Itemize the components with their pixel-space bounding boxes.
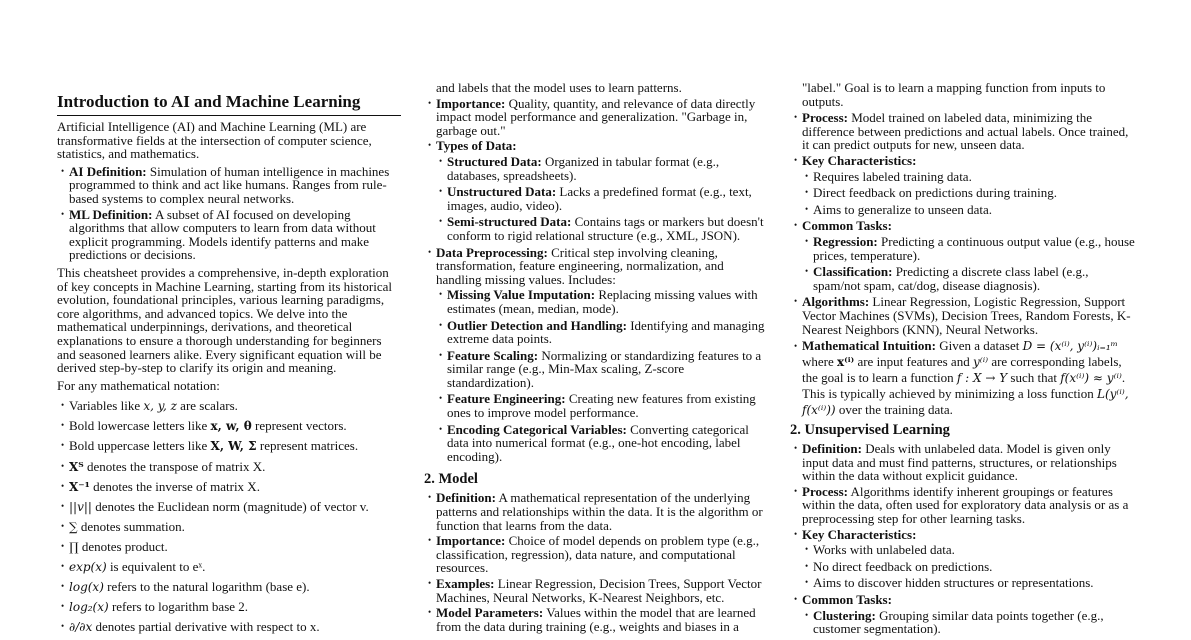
list-item: • Key Characteristics: • Requires labeled training data. • Direct feedback on predictions during training. • Aims to generalize to unseen data. (790, 154, 1136, 216)
list-item: • Definition: A mathematical representation of the underlying patterns and relationships within the data. It is the algorithm or function that learns from the data. (424, 491, 770, 532)
data-types-list (436, 155, 770, 243)
list-item: • Importance: Choice of model depends on problem type (e.g., classification, regression), data nature, and computational resources. (424, 534, 770, 575)
list-item: • Semi-structured Data: Contains tags or markers but doesn't conform to rigid relational structure (e.g., XML, JSON). (436, 215, 770, 242)
list-item: • Xᵀ denotes the transpose of matrix X. (57, 460, 401, 475)
supervised-list (790, 111, 1136, 418)
list-item: • Outlier Detection and Handling: Identifying and managing extreme data points. (436, 319, 770, 346)
notation-intro: For any mathematical notation: (57, 377, 220, 393)
list-item: • log(x) refers to the natural logarithm (base e). (57, 580, 401, 595)
list-item: • Classification: Predicting a discrete class label (e.g., spam/not spam, cat/dog, disease diagnosis). (802, 265, 1136, 292)
list-item: • Importance: Quality, quantity, and relevance of data directly impact model performance and generalization. "Garbage in, garbage out." (424, 97, 770, 138)
key-characteristics-list (802, 170, 1136, 217)
list-item: • Examples: Linear Regression, Decision Trees, Support Vector Machines, Neural Networks, K-Nearest Neighbors, etc. (424, 577, 770, 604)
data-list (424, 97, 770, 464)
list-item: • Requires labeled training data. (802, 170, 1136, 184)
list-item: • Feature Scaling: Normalizing or standardizing features to a similar range (e.g., Min-Max scaling, Z-score standardization). (436, 349, 770, 390)
list-item: • Bold uppercase letters like X, W, Σ represent matrices. (57, 439, 401, 454)
overview-paragraph: This cheatsheet provides a comprehensive, in-depth exploration of key concepts in Machine Learning, starting from its historical evolution, foundational principles, various learning paradigms, core algorithms, and advanced topics. We delve into the mathematical underpinnings, derivations, and theoretical explanations to ensure a thorough understanding for beginners and seasoned learners alike. Every significant equation will be derived step-by-step to clarify its origin and meaning. (57, 264, 393, 376)
column-2 (424, 81, 770, 637)
list-item: • Model Parameters: Values within the model that are learned from the data during training (e.g., weights and biases in a (424, 606, 770, 633)
list-item: • AI Definition: Simulation of human intelligence in machines programmed to think and act like humans. Ranges from rule-based systems to complex neural networks. (57, 165, 401, 206)
list-item: • Aims to generalize to unseen data. (802, 203, 1136, 217)
continued-text: and labels that the model uses to learn patterns. (436, 80, 682, 95)
list-item: • Mathematical Intuition: Given a dataset D = (x⁽ⁱ⁾, y⁽ⁱ⁾)ᵢ₌₁ᵐ where x⁽ⁱ⁾ are input features and y⁽ⁱ⁾ are corresponding labels, the goal is to learn a function f : X → Y such that f(x⁽ⁱ⁾) ≈ y⁽ⁱ⁾. This is typically achieved by minimizing a loss function L(y⁽ⁱ⁾, f(x⁽ⁱ⁾)) over the training data. (790, 338, 1136, 418)
list-item: • ∑ denotes summation. (57, 520, 401, 535)
list-item: • No direct feedback on predictions. (802, 560, 1136, 574)
list-item: • Clustering: Grouping similar data points together (e.g., customer segmentation). (802, 609, 1136, 636)
list-item: • Aims to discover hidden structures or representations. (802, 576, 1136, 590)
list-item: • X⁻¹ denotes the inverse of matrix X. (57, 480, 401, 495)
list-item: • Process: Algorithms identify inherent groupings or features within the data, often used for exploratory data analysis or as a preprocessing step for other learning tasks. (790, 485, 1136, 526)
list-item: • ∏ denotes product. (57, 540, 401, 555)
list-item: • ML Definition: A subset of AI focused on developing algorithms that allow computers to learn from data without explicit programming. Models identify patterns and make predictions or decisions. (57, 208, 401, 262)
continued-text: "label." Goal is to learn a mapping function from inputs to outputs. (802, 80, 1106, 109)
list-item: • Bold lowercase letters like x, w, θ represent vectors. (57, 419, 401, 434)
unsup-common-tasks-list (802, 609, 1136, 636)
list-item: • ∂/∂x denotes partial derivative with respect to x. (57, 620, 401, 635)
column-1 (57, 93, 401, 640)
column-3 (790, 81, 1136, 640)
unsup-key-characteristics-list (802, 543, 1136, 590)
unsupervised-list (790, 442, 1136, 636)
list-item: • Regression: Predicting a continuous output value (e.g., house prices, temperature). (802, 235, 1136, 262)
intro-paragraph: Artificial Intelligence (AI) and Machine Learning (ML) are transformative fields at the intersection of computer science, statistics, and mathematics. (57, 119, 372, 162)
common-tasks-list (802, 235, 1136, 292)
list-item: • Missing Value Imputation: Replacing missing values with estimates (mean, median, mode). (436, 288, 770, 315)
list-item: • Structured Data: Organized in tabular format (e.g., databases, spreadsheets). (436, 155, 770, 182)
list-item: • Process: Model trained on labeled data, minimizing the difference between predictions and actual labels. Once trained, it can predict outputs for new, unseen data. (790, 111, 1136, 152)
list-item: • exp(x) is equivalent to eˣ. (57, 560, 401, 575)
list-item: • Key Characteristics: • Works with unlabeled data. • No direct feedback on predictions. • Aims to discover hidden structures or representations. (790, 528, 1136, 590)
list-item: • Common Tasks: • Clustering: Grouping similar data points together (e.g., customer segmentation). (790, 593, 1136, 636)
list-item: • Algorithms: Linear Regression, Logistic Regression, Support Vector Machines (SVMs), Decision Trees, Random Forests, K-Nearest Neighbors (KNN), Neural Networks. (790, 295, 1136, 336)
list-item: • Direct feedback on predictions during training. (802, 186, 1136, 200)
list-item: • Encoding Categorical Variables: Converting categorical data into numerical format (e.g., one-hot encoding, label encoding). (436, 423, 770, 464)
definitions-list (57, 165, 401, 262)
list-item: • Types of Data: • Structured Data: Organized in tabular format (e.g., databases, spreadsheets). • Unstructured Data: Lacks a predefined format (e.g., text, images, audio, video). • Semi-structured Data: Contains tags or markers but doesn't conform to rigid relational structure (e.g., XML, JSON). (424, 139, 770, 242)
list-item: • Data Preprocessing: Critical step involving cleaning, transformation, feature engineering, normalization, and handling missing values. Includes: • Missing Value Imputation: Replacing missing values with estimates (mean, median, mode). • Outlier Detection and Handling: Identifying and managing extreme data points. • Feature Scaling: Normalizing or standardizing features to a similar range (e.g., Min-Max scaling, Z-score standardization). • Feature Engineering: Creating new features from existing ones to improve model performance. • Encoding Categorical Variables: Converting categorical data into numerical format (e.g., one-hot encoding, label encoding). (424, 246, 770, 464)
list-item: • Works with unlabeled data. (802, 543, 1136, 557)
list-item: • log₂(x) refers to logarithm base 2. (57, 600, 401, 615)
section-heading-unsupervised: 2. Unsupervised Learning (790, 422, 950, 439)
list-item: • ||v|| denotes the Euclidean norm (magnitude) of vector v. (57, 500, 401, 515)
list-item: • Feature Engineering: Creating new features from existing ones to improve model performance. (436, 392, 770, 419)
list-item: • Unstructured Data: Lacks a predefined format (e.g., text, images, audio, video). (436, 185, 770, 212)
list-item: • Common Tasks: • Regression: Predicting a continuous output value (e.g., house prices, temperature). • Classification: Predicting a discrete class label (e.g., spam/not spam, cat/dog, disease diagnosis). (790, 219, 1136, 292)
page-title: Introduction to AI and Machine Learning (57, 93, 401, 116)
list-item: • Variables like x, y, z are scalars. (57, 399, 401, 414)
model-list (424, 491, 770, 633)
notation-list (57, 399, 401, 635)
section-heading-model: 2. Model (424, 471, 478, 488)
preprocessing-list (436, 288, 770, 463)
list-item: • Definition: Deals with unlabeled data. Model is given only input data and must find patterns, structures, or relationships within the data without explicit guidance. (790, 442, 1136, 483)
